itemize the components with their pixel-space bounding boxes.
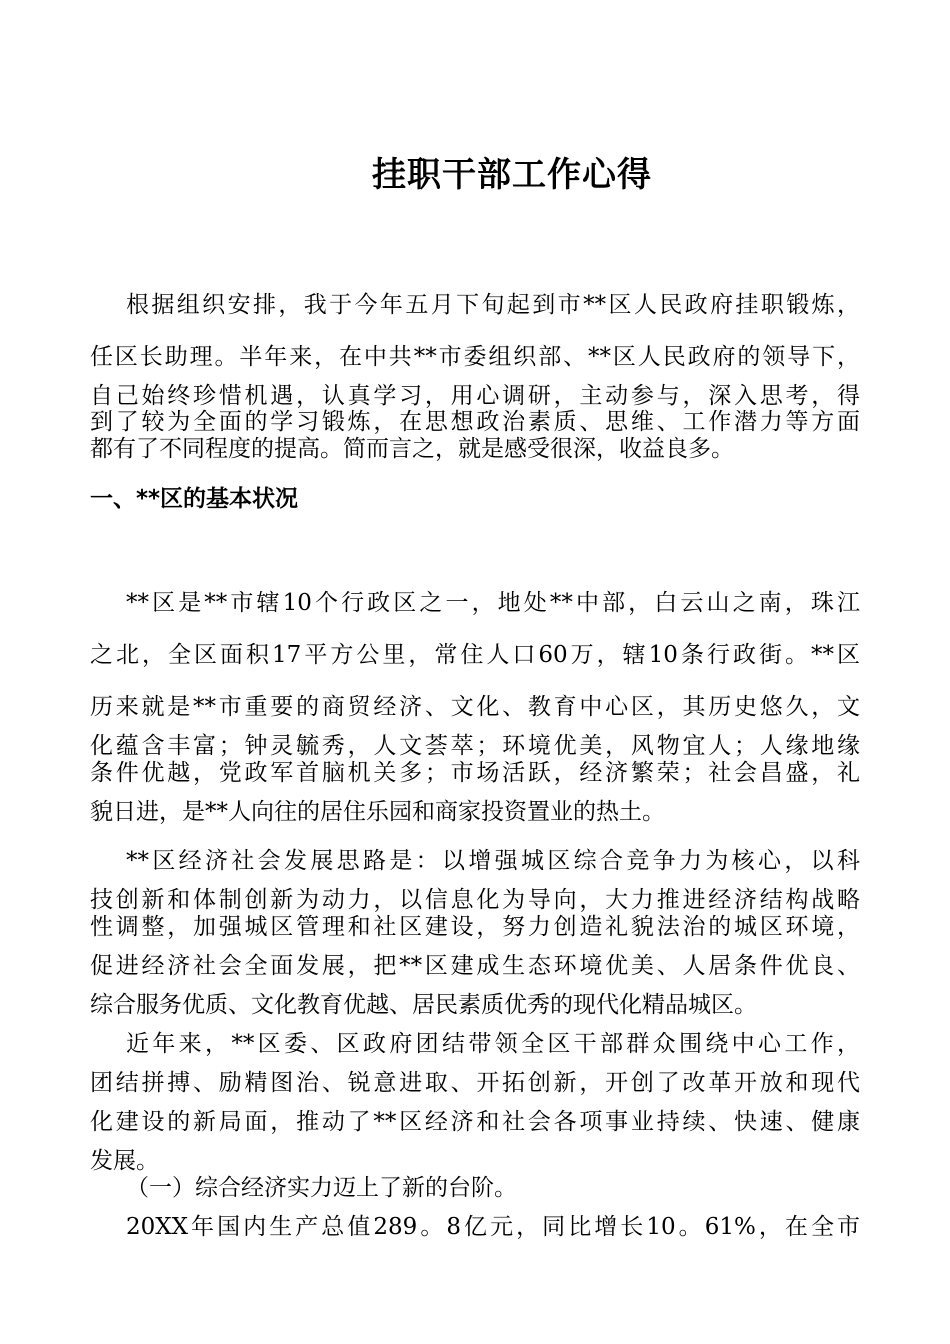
body-line: 促进经济社会全面发展，把**区建成生态环境优美、人居条件优良、 xyxy=(90,953,860,979)
body-line: 发展。 xyxy=(90,1148,159,1174)
body-line: 到了较为全面的学习锻炼，在思想政治素质、思维、工作潜力等方面 xyxy=(90,409,860,435)
body-line: 之北，全区面积17平方公里，常住人口60万，辖10条行政街。**区 xyxy=(90,642,860,668)
body-line: **区是**市辖10个行政区之一，地处**中部，白云山之南，珠江 xyxy=(126,590,860,616)
body-line: **区经济社会发展思路是：以增强城区综合竞争力为核心，以科 xyxy=(126,848,860,874)
body-line: 性调整，加强城区管理和社区建设，努力创造礼貌法治的城区环境， xyxy=(90,914,860,940)
body-line: 自己始终珍惜机遇，认真学习，用心调研，主动参与，深入思考，得 xyxy=(90,383,860,409)
body-line: 貌日进，是**人向往的居住乐园和商家投资置业的热土。 xyxy=(90,799,665,825)
body-line: 技创新和体制创新为动力，以信息化为导向，大力推进经济结构战略 xyxy=(90,887,860,913)
body-line: 20XX年国内生产总值289。8亿元，同比增长10。61%，在全市 xyxy=(126,1214,860,1240)
body-line: （一）综合经济实力迈上了新的台阶。 xyxy=(126,1175,517,1201)
section-heading: 一、**区的基本状况 xyxy=(90,486,299,512)
body-line: 历来就是**市重要的商贸经济、文化、教育中心区，其历史悠久，文 xyxy=(90,694,860,720)
body-line: 都有了不同程度的提高。简而言之，就是感受很深，收益良多。 xyxy=(90,436,734,462)
body-line: 根据组织安排，我于今年五月下旬起到市**区人民政府挂职锻炼， xyxy=(126,292,860,318)
body-line: 近年来，**区委、区政府团结带领全区干部群众围绕中心工作， xyxy=(126,1031,860,1057)
body-line: 综合服务优质、文化教育优越、居民素质优秀的现代化精品城区。 xyxy=(90,992,757,1018)
document-title: 挂职干部工作心得 xyxy=(372,155,652,195)
body-line: 化建设的新局面，推动了**区经济和社会各项事业持续、快速、健康 xyxy=(90,1109,860,1135)
body-line: 条件优越，党政军首脑机关多；市场活跃，经济繁荣；社会昌盛，礼 xyxy=(90,760,860,786)
body-line: 任区长助理。半年来，在中共**市委组织部、**区人民政府的领导下， xyxy=(90,344,860,370)
body-line: 化蕴含丰富；钟灵毓秀，人文荟萃；环境优美，风物宜人；人缘地缘 xyxy=(90,733,860,759)
body-line: 团结拼搏、励精图治、锐意进取、开拓创新，开创了改革开放和现代 xyxy=(90,1070,860,1096)
